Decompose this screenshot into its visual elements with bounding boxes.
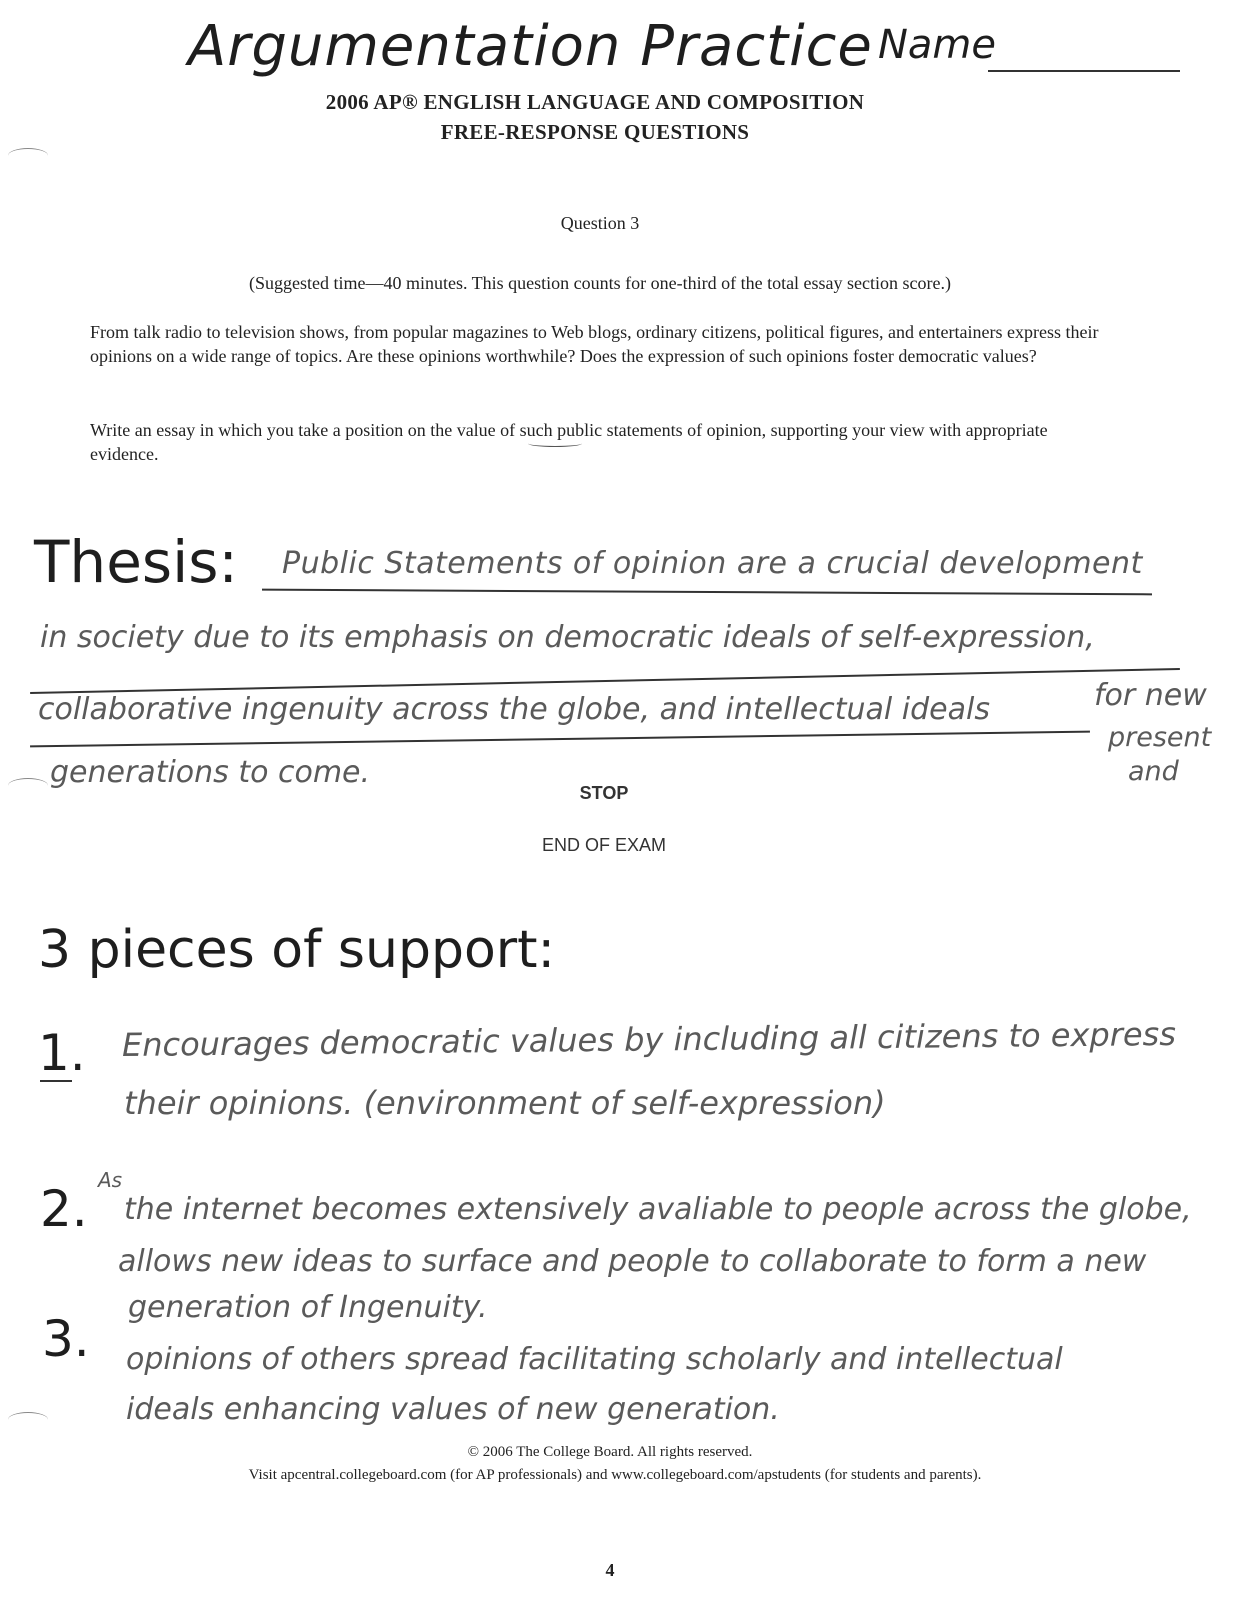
scan-mark-bottom	[8, 1412, 48, 1427]
support-item-2-prefix: As	[98, 1168, 123, 1192]
prompt-paragraph-1: From talk radio to television shows, from popular magazines to Web blogs, ordinary citizens, political figures, and entertainers express their opinions on a wide range of topics. Are these opinions worthwhile? Does the expression of such opinions foster democratic values?	[90, 322, 1099, 366]
support-item-3-line-2: ideals enhancing values of new generation.	[126, 1392, 780, 1427]
prompt-paragraph-2: Write an essay in which you take a position on the value of such public statements of opinion, supporting your view with appropriate evidence.	[90, 420, 1048, 464]
question-timing: (Suggested time—40 minutes. This question counts for one-third of the total essay section score.)	[248, 273, 952, 293]
support-item-2-line-1: the internet becomes extensively avaliable to people across the globe,	[124, 1192, 1192, 1227]
thesis-underline-3	[30, 731, 1090, 748]
thesis-margin-insert-1: present	[1108, 722, 1212, 753]
value-underline	[528, 440, 582, 447]
thesis-line-3: collaborative ingenuity across the globe, and intellectual ideals	[38, 692, 990, 727]
stop-label: STOP	[579, 783, 629, 803]
support-item-3-line-1: opinions of others spread facilitating scholarly and intellectual	[126, 1342, 1063, 1377]
exam-title-line2: FREE-RESPONSE QUESTIONS	[440, 120, 750, 144]
scan-mark-middle	[8, 778, 48, 793]
thesis-line-4: generations to come.	[50, 755, 371, 790]
thesis-line-2: in society due to its emphasis on democratic ideals of self-expression,	[40, 620, 1095, 655]
support-item-3-number: 3.	[42, 1310, 90, 1368]
thesis-label: Thesis:	[34, 528, 238, 596]
support-heading: 3 pieces of support:	[38, 920, 556, 980]
handwritten-title: Argumentation Practice	[188, 14, 873, 79]
name-label: Name	[878, 22, 997, 68]
support-item-1-line-2: their opinions. (environment of self-expression)	[124, 1084, 886, 1122]
support-item-2-line-2: allows new ideas to surface and people to collaborate to form a new	[118, 1244, 1147, 1279]
thesis-line-3-insert: for new	[1094, 678, 1207, 713]
thesis-underline-1	[262, 589, 1152, 596]
support-item-1-number-underline	[40, 1080, 72, 1082]
support-item-2-line-3: generation of Ingenuity.	[128, 1290, 488, 1325]
footer-copyright: © 2006 The College Board. All rights reserved.	[467, 1444, 753, 1460]
question-number: Question 3	[560, 213, 640, 233]
name-line	[988, 70, 1180, 72]
end-of-exam-label: END OF EXAM	[541, 835, 666, 855]
thesis-line-1: Public Statements of opinion are a crucial development	[282, 546, 1143, 581]
support-item-2-number: 2.	[40, 1180, 88, 1238]
thesis-margin-insert-2: and	[1128, 756, 1179, 787]
footer-visit: Visit apcentral.collegeboard.com (for AP professionals) and www.collegeboard.com/apstudents (for students and parents).	[248, 1467, 982, 1483]
scan-mark-top	[8, 148, 48, 163]
support-item-1-number: 1.	[38, 1024, 86, 1082]
support-item-1-line-1: Encourages democratic values by including all citizens to express	[121, 1014, 1177, 1064]
thesis-underline-2	[30, 668, 1180, 694]
exam-title-line1: 2006 AP® ENGLISH LANGUAGE AND COMPOSITION	[325, 90, 865, 114]
page-number: 4	[605, 1560, 615, 1580]
